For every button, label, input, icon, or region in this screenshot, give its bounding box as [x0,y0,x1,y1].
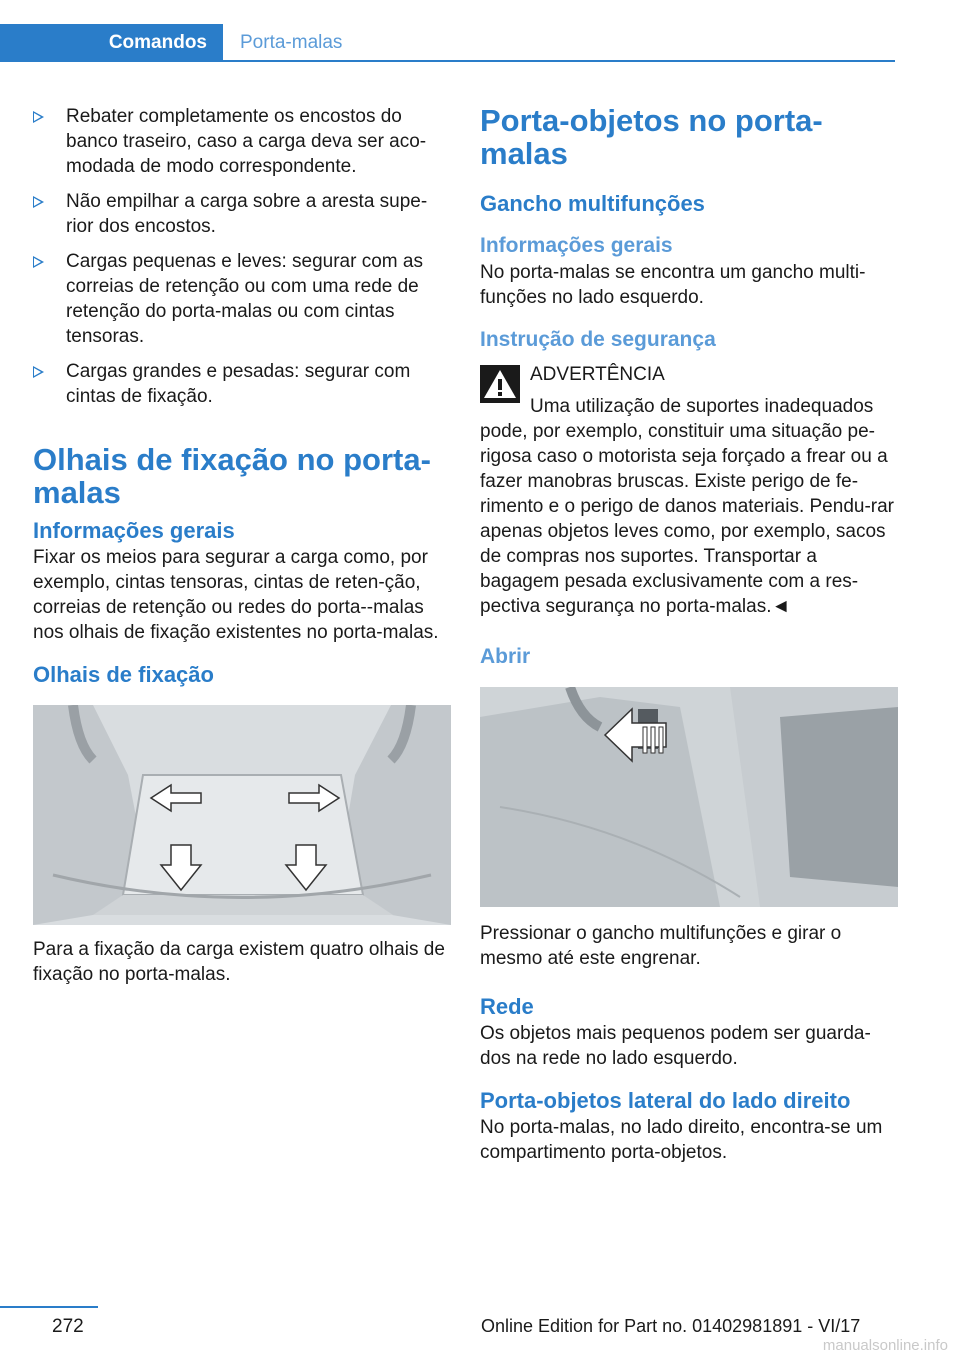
triangle-bullet-icon [33,196,44,208]
chapter-tabs [0,24,895,62]
heading-info-gerais: Informações gerais [33,518,235,543]
list-item: Rebater completamente os encostos do banco traseiro, caso a carga deva ser aco-modada de modo correspondente. [33,104,451,179]
section-title-olhais: Olhais de fixação no porta-malas [33,442,431,510]
heading-abrir: Abrir [480,645,531,668]
heading-rede: Rede [480,994,534,1019]
trunk-illustration [33,705,451,925]
warning-text: Uma utilização de suportes inadequados pode, por exemplo, constituir uma situação pe-rigosa caso o motorista seja forçado a frear ou a fazer manobras bruscas. Existe perigo de fe-rimento e o perigo de danos materiais. Pendu-rar apenas objetos leves como, por exemplo, sacos de compras nos suportes. Transportar a bagagem pesada exclusivamente com a res-pectiva segurança no porta-malas.◄ [480,396,895,617]
warning-title: ADVERTÊNCIA [530,364,665,385]
hook-illustration [480,687,898,907]
left-column [33,100,451,987]
figure-caption-olhais: Para a fixação da carga existem quatro olhais de fixação no porta-malas. [33,939,445,985]
paragraph-info-gerais: Fixar os meios para segurar a carga como, por exemplo, cintas tensoras, cintas de reten-ção, correias de retenção ou redes do porta--malas nos olhais de fixação existentes no porta-malas. [33,547,439,643]
tab-comandos[interactable]: Comandos [0,24,223,62]
footer-rule [0,1306,98,1308]
triangle-bullet-icon [33,256,44,268]
right-column [480,100,898,1165]
heading-porta-objetos-lateral: Porta-objetos lateral do lado direito [480,1088,851,1113]
list-item: Não empilhar a carga sobre a aresta supe-rior dos encostos. [33,189,451,239]
page-number: 272 [52,1316,84,1337]
paragraph-rede: Os objetos mais pequenos podem ser guarda-dos na rede no lado esquerdo. [480,1023,871,1069]
edition-note: Online Edition for Part no. 01402981891 - VI/17 [481,1316,861,1336]
heading-info-gerais-right: Informações gerais [480,234,673,257]
warning-block [480,362,898,619]
hook-figure [480,687,898,907]
heading-gancho: Gancho multifunções [480,191,705,216]
paragraph-porta-objetos-lateral: No porta-malas, no lado direito, encontra-se um compartimento porta-objetos. [480,1117,883,1163]
section-title-porta-objetos: Porta-objetos no porta-malas [480,103,823,171]
list-item: Cargas grandes e pesadas: segurar com cintas de fixação. [33,359,451,409]
heading-instrucao-seguranca: Instrução de segurança [480,328,716,351]
paragraph-abrir: Pressionar o gancho multifunções e girar o mesmo até este engrenar. [480,923,842,969]
triangle-bullet-icon [33,111,44,123]
tab-porta-malas[interactable]: Porta-malas [240,32,343,53]
triangle-bullet-icon [33,366,44,378]
paragraph-gancho-info: No porta-malas se encontra um gancho multi-funções no lado esquerdo. [480,262,866,308]
warning-triangle-icon [480,365,520,403]
heading-olhais-fixacao: Olhais de fixação [33,662,214,687]
trunk-anchors-figure [33,705,451,925]
load-bullet-list [33,104,451,409]
header-rule [223,60,895,62]
list-item: Cargas pequenas e leves: segurar com as correias de retenção ou com uma rede de retenção do porta-malas ou com cintas tensoras. [33,249,451,349]
watermark: manualsonline.info [822,1337,948,1354]
